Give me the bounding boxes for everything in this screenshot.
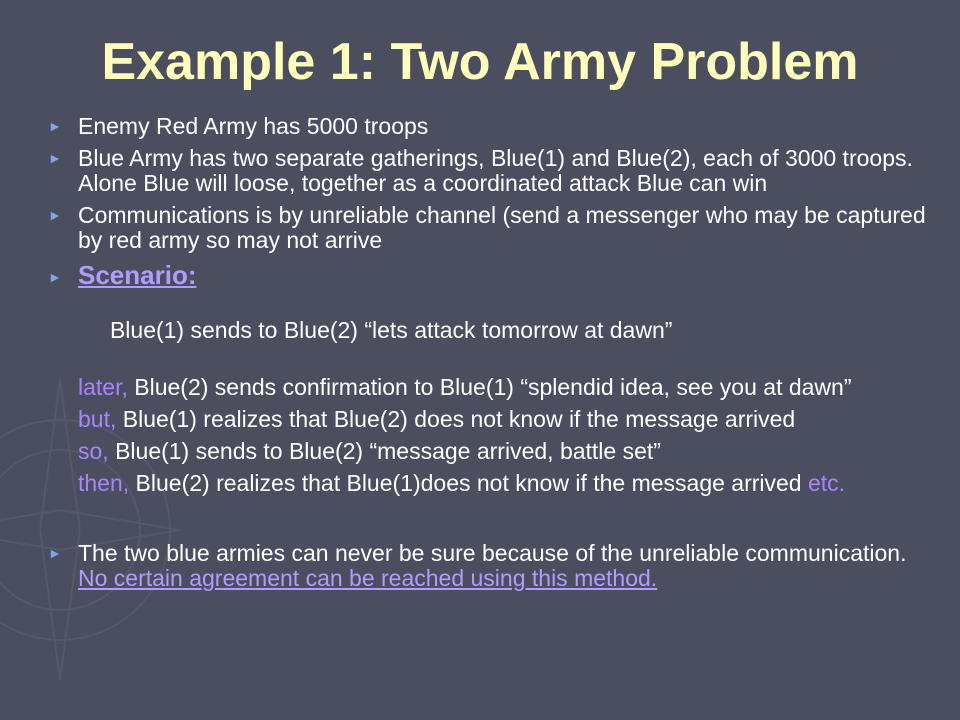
triangle-bullet-icon: ► — [48, 545, 62, 561]
scenario-line — [46, 471, 926, 496]
conclusion-bullet — [46, 541, 926, 591]
scenario-line-text: Blue(1) sends to Blue(2) “message arrived, battle set” — [108, 438, 661, 464]
slide-body — [46, 114, 926, 598]
scenario-line-prefix: then, — [78, 470, 130, 496]
triangle-bullet-icon: ► — [48, 269, 62, 285]
bullet-item — [46, 114, 926, 139]
scenario-line-prefix: but, — [78, 406, 117, 432]
bullet-text: Enemy Red Army has 5000 troops — [78, 113, 429, 139]
scenario-line — [46, 293, 926, 368]
conclusion-link[interactable]: No certain agreement can be reached using this method. — [78, 565, 658, 591]
scenario-heading-link[interactable]: Scenario: — [78, 260, 197, 290]
scenario-line — [46, 439, 926, 464]
scenario-line-prefix: so, — [78, 438, 109, 464]
scenario-line-text: Blue(2) realizes that Blue(1)does not know if the message arrived — [129, 470, 808, 496]
spacer — [46, 503, 926, 541]
scenario-line — [46, 375, 926, 400]
bullet-text: Communications is by unreliable channel (send a messenger who may be captured by red army so may not arrive — [78, 202, 926, 253]
scenario-line-text: Blue(2) sends confirmation to Blue(1) “splendid idea, see you at dawn” — [127, 374, 852, 400]
bullet-item — [46, 146, 926, 196]
bullet-item — [46, 203, 926, 253]
triangle-bullet-icon: ► — [48, 118, 62, 134]
scenario-line-text: Blue(1) realizes that Blue(2) does not know if the message arrived — [116, 406, 796, 432]
scenario-line-text: Blue(1) sends to Blue(2) “lets attack tomorrow at dawn” — [103, 317, 673, 343]
scenario-line — [46, 407, 926, 432]
scenario-bullet — [46, 260, 926, 291]
triangle-bullet-icon: ► — [48, 207, 62, 223]
slide-title: Example 1: Two Army Problem — [101, 33, 859, 91]
scenario-line-suffix: etc. — [808, 470, 846, 496]
conclusion-text: The two blue armies can never be sure because of the unreliable communication. — [78, 540, 907, 566]
triangle-bullet-icon: ► — [48, 150, 62, 166]
bullet-text: Blue Army has two separate gatherings, Blue(1) and Blue(2), each of 3000 troops. Alone Blue will loose, together as a coordinated attack Blue can win — [78, 145, 913, 196]
scenario-line-prefix: later, — [78, 374, 128, 400]
